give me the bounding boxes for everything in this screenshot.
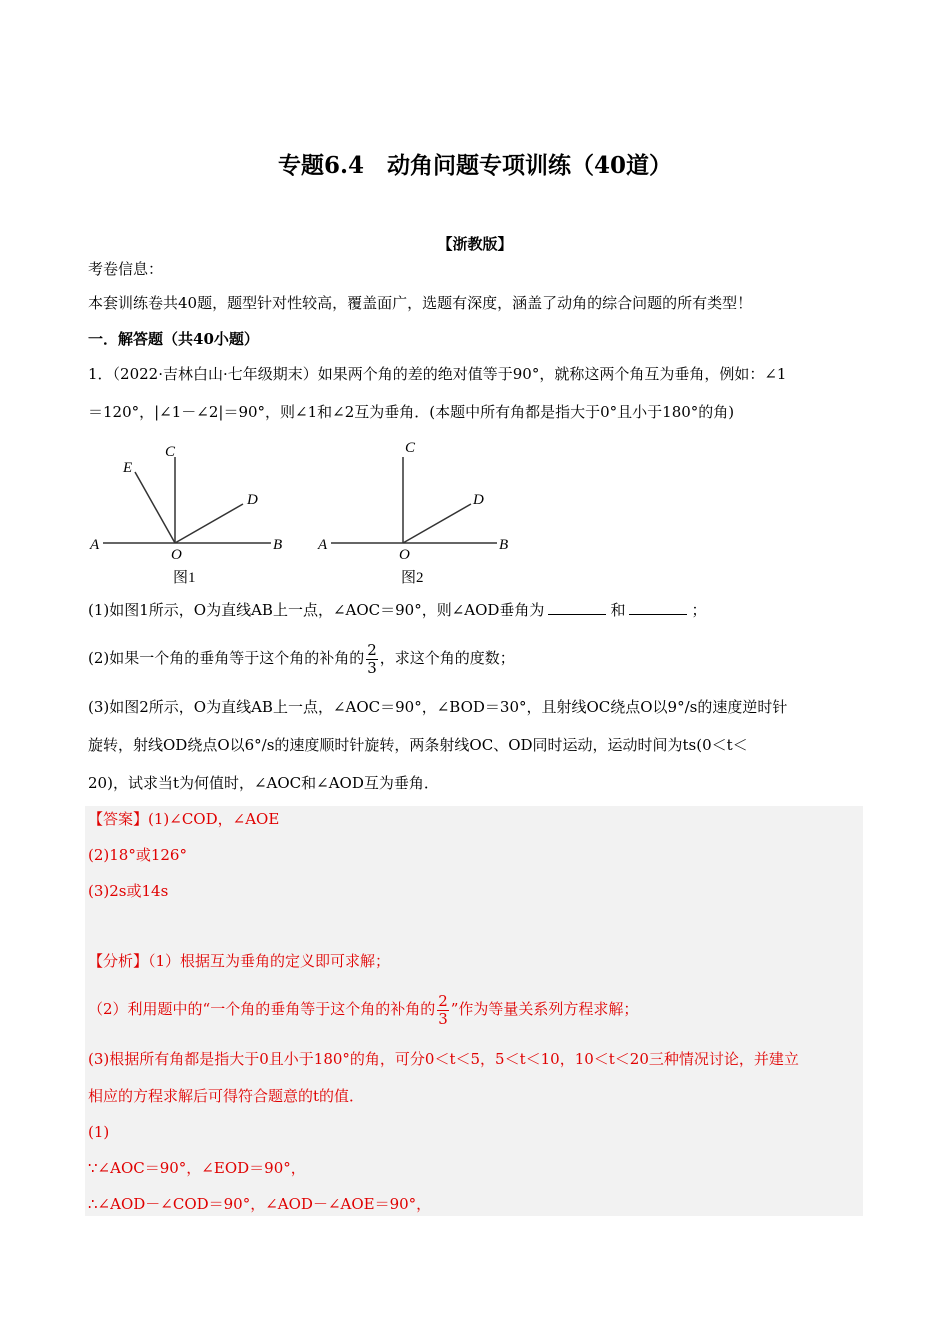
question-1-part-3-line-3: 20)，试求当t为何值时，∠AOC和∠AOD互为垂角． xyxy=(88,774,439,792)
fig2-caption: 图2 xyxy=(401,570,424,586)
question-1-part-3-line-2: 旋转，射线OD绕点O以6°/s的速度顺时针旋转，两条射线OC、OD同时运动，运动时间为ts(0＜t＜ xyxy=(88,736,748,754)
analysis-line-2 xyxy=(88,989,638,1029)
fig1-caption: 图1 xyxy=(173,570,196,586)
question-1-part-1 xyxy=(88,600,706,620)
info-label: 考卷信息： xyxy=(88,260,164,278)
analysis-label: 【分析】 xyxy=(88,952,149,970)
question-1-part-3-line-1: (3)如图2所示，O为直线AB上一点，∠AOC＝90°，∠BOD＝30°，且射线OC绕点O以9°/s的速度逆时针 xyxy=(88,698,788,716)
and-text: 和 xyxy=(610,601,626,619)
fig2-label-c: C xyxy=(405,440,416,456)
fraction-denominator: 3 xyxy=(438,1009,448,1028)
answer-2: (2)18°或126° xyxy=(88,846,187,864)
solution-line-3: ∴∠AOD－∠COD＝90°，∠AOD－∠AOE＝90°， xyxy=(88,1195,432,1213)
part-2-end: ，求这个角的度数； xyxy=(379,649,515,667)
question-1-line-2: ＝120°，|∠1－∠2|＝90°，则∠1和∠2互为垂角．(本题中所有角都是指大于0°且小于180°的角) xyxy=(88,403,735,421)
fig1-label-c: C xyxy=(165,444,176,460)
fig2-label-d: D xyxy=(473,492,484,508)
fraction xyxy=(437,993,449,1028)
analysis-3-line-1: (3)根据所有角都是指大于0且小于180°的角，可分0＜t＜5，5＜t＜10，10＜t＜20三种情况讨论，并建立 xyxy=(88,1050,799,1068)
answer-1: (1)∠COD，∠AOE xyxy=(148,810,280,828)
answer-3: (3)2s或14s xyxy=(88,882,169,900)
fig1-label-d: D xyxy=(247,492,258,508)
analysis-3-line-2: 相应的方程求解后可得符合题意的t的值． xyxy=(88,1087,365,1105)
part-1-text: (1)如图1所示，O为直线AB上一点，∠AOC＝90°，则∠AOD垂角为 xyxy=(88,601,545,619)
edition-label: 【浙教版】 xyxy=(437,235,513,253)
answer-label: 【答案】 xyxy=(88,810,149,828)
answer-blank-2[interactable] xyxy=(629,600,687,615)
fig1-label-a: A xyxy=(90,537,100,553)
section-heading: 一．解答题（共40小题） xyxy=(88,330,259,348)
fig1-label-b: B xyxy=(273,537,283,553)
fig1-label-o: O xyxy=(171,547,182,563)
answer-line-1 xyxy=(88,809,279,829)
solution-1-label: (1) xyxy=(88,1123,110,1141)
fig2-label-b: B xyxy=(499,537,509,553)
page-title: 专题6.4 动角问题专项训练（40道） xyxy=(277,152,673,179)
intro-text: 本套训练卷共40题，题型针对性较高，覆盖面广，选题有深度，涵盖了动角的综合问题的所有类型！ xyxy=(88,294,753,312)
fraction-numerator: 2 xyxy=(438,991,448,1010)
analysis-2-end: ”作为等量关系列方程求解； xyxy=(450,1000,639,1018)
fraction-denominator: 3 xyxy=(367,658,377,677)
fraction-numerator: 2 xyxy=(367,640,377,659)
analysis-2-text: （2）利用题中的“一个角的垂角等于这个角的补角的 xyxy=(88,1000,436,1018)
question-1-part-2 xyxy=(88,638,515,678)
answer-blank-1[interactable] xyxy=(548,600,606,615)
fig2-label-a: A xyxy=(318,537,328,553)
analysis-1: （1）根据互为垂角的定义即可求解； xyxy=(148,952,391,970)
figures xyxy=(85,432,525,590)
fig1-label-e: E xyxy=(123,460,133,476)
solution-line-2: ∵∠AOC＝90°，∠EOD＝90°， xyxy=(88,1159,306,1177)
fraction xyxy=(366,642,378,677)
question-1-line-1: 1．（2022·吉林白山·七年级期末）如果两个角的差的绝对值等于90°，就称这两个角互为垂角，例如：∠1 xyxy=(88,365,787,383)
analysis-line-1 xyxy=(88,951,390,971)
part-2-text: (2)如果一个角的垂角等于这个角的补角的 xyxy=(88,649,365,667)
fig2-label-o: O xyxy=(399,547,410,563)
part-1-end: ； xyxy=(691,601,707,619)
